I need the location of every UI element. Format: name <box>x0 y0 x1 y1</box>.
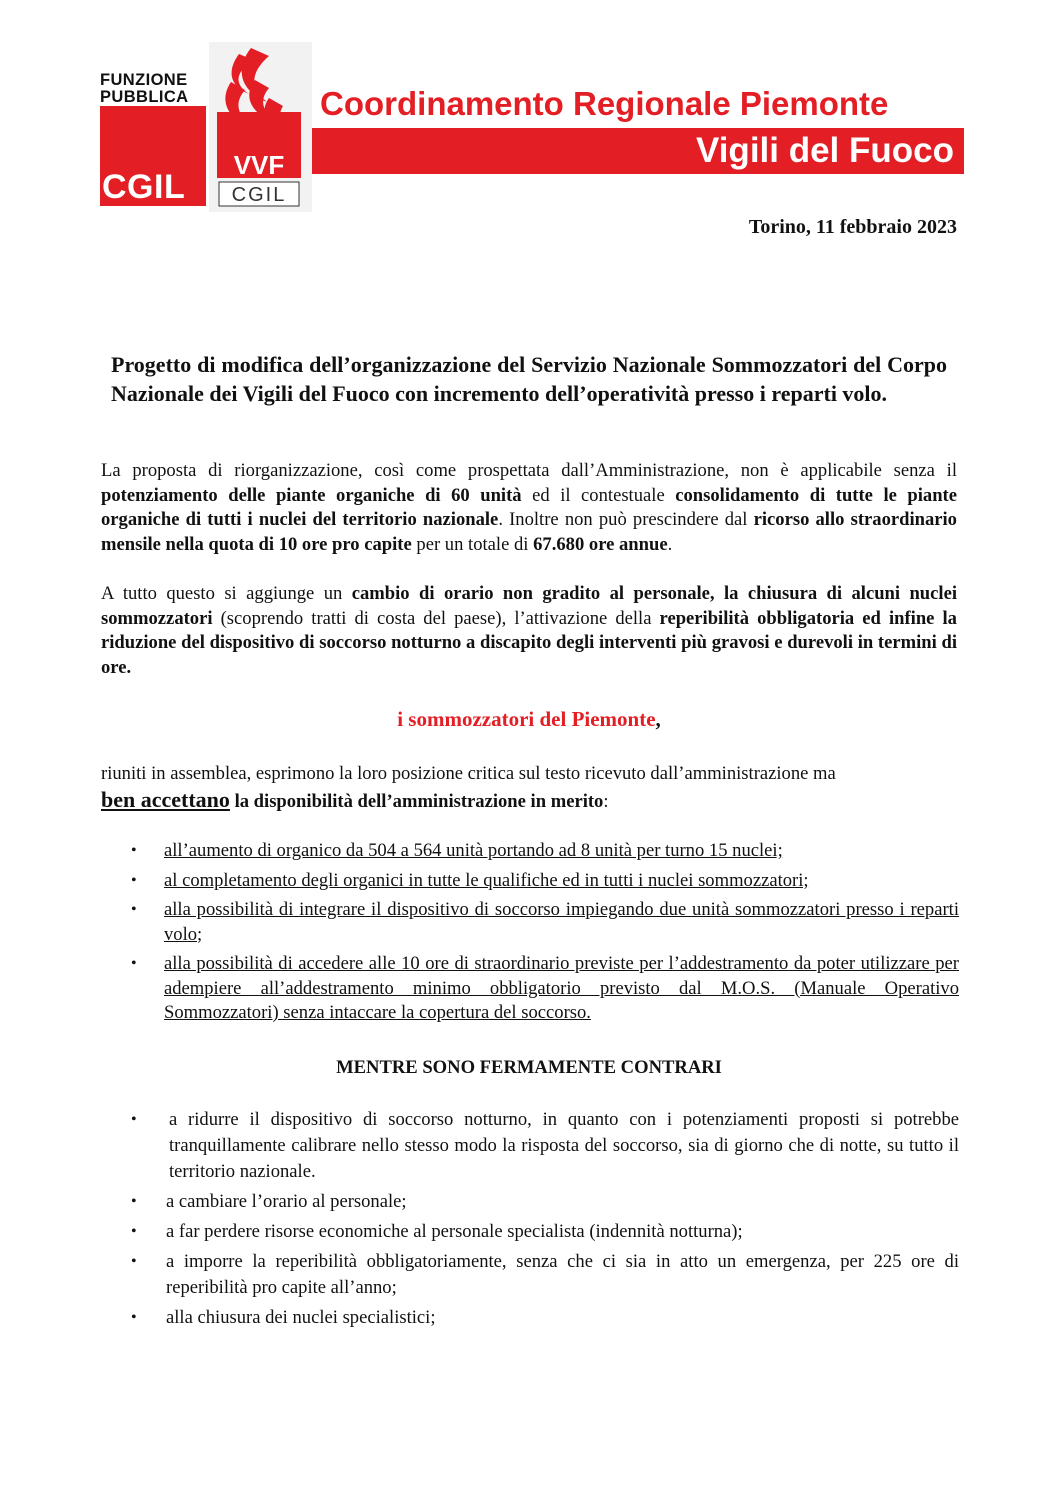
vvf-cgil-logo <box>209 42 312 212</box>
assembly-heading-text: i sommozzatori del Piemonte <box>397 707 656 731</box>
list-item <box>131 1107 959 1185</box>
acceptance-colon: : <box>603 791 609 812</box>
assembly-heading <box>0 707 1058 732</box>
bullet-icon: • <box>131 1223 137 1240</box>
bullet-icon: • <box>131 955 137 972</box>
bullet-icon: • <box>131 1111 137 1128</box>
vvf-cgil-text: CGIL <box>231 184 287 206</box>
banner-red-bar <box>312 128 964 174</box>
fp-line-2: PUBBLICA <box>100 88 189 106</box>
ben-accettano: ben accettano <box>101 787 230 812</box>
text-run: . Inoltre non può prescindere dal <box>498 509 754 530</box>
contrary-items-list <box>131 1107 959 1335</box>
acceptance-line <box>101 787 609 813</box>
list-item <box>131 869 959 894</box>
assembly-intro: riuniti in assemblea, esprimono la loro posizione critica sul testo ricevuto dall’amministrazione ma <box>101 763 836 784</box>
acceptance-rest: la disponibilità dell’amministrazione in merito <box>229 791 604 812</box>
fp-line-1: FUNZIONE <box>100 71 188 89</box>
list-item <box>131 1219 959 1245</box>
bold-run: potenziamento delle piante organiche di 60 unità <box>101 484 522 506</box>
list-item <box>131 1189 959 1215</box>
assembly-heading-comma: , <box>655 707 661 731</box>
bold-run: ricorso allo straordinario mensile nella quota di 10 ore pro capite <box>101 509 957 555</box>
funzione-pubblica-cgil-logo <box>100 72 206 206</box>
text-run: La proposta di riorganizzazione, così come prospettata dall’Amministrazione, non è applicabile senza il <box>101 460 957 481</box>
list-item-text: alla possibilità di integrare il dispositivo di soccorso impiegando due unità sommozzatori presso i reparti volo; <box>164 899 959 945</box>
list-item-text: a ridurre il dispositivo di soccorso notturno, in quanto con i potenziamenti proposti si potrebbe tranquillamente calibrare nello stesso modo la risposta del soccorso, sia di giorno che di notte, su tutto il territorio nazionale. <box>169 1109 959 1182</box>
list-item <box>131 898 959 947</box>
text-run: . <box>667 533 673 555</box>
list-item-text: a cambiare l’orario al personale; <box>166 1191 407 1212</box>
bold-run: consolidamento di tutte le piante organiche di tutti i nuclei del territorio nazionale <box>101 484 957 530</box>
bullet-icon: • <box>131 871 137 889</box>
list-item <box>131 839 959 864</box>
list-item-text: al completamento degli organici in tutte le qualifiche ed in tutti i nuclei sommozzatori; <box>164 869 809 891</box>
second-paragraph <box>101 582 957 680</box>
bullet-icon: • <box>131 842 137 859</box>
text-run: per un totale di <box>411 533 534 555</box>
bullet-icon: • <box>131 1253 137 1270</box>
text-run: (scoprendo tratti di costa del paese), l’attivazione della <box>212 607 660 629</box>
list-item <box>131 952 959 1026</box>
document-date: Torino, 11 febbraio 2023 <box>748 216 957 238</box>
list-item-text: all’aumento di organico da 504 a 564 unità portando ad 8 unità per turno 15 nuclei; <box>164 840 783 861</box>
list-item <box>131 1249 959 1301</box>
list-item-text: alla chiusura dei nuclei specialistici; <box>166 1307 436 1328</box>
list-item-text: a imporre la reperibilità obbligatoriamente, senza che ci sia in atto un emergenza, per 225 ore di reperibilità pro capite all’anno; <box>166 1251 959 1298</box>
document-title: Progetto di modifica dell’organizzazione del Servizio Nazionale Sommozzatori del Corpo Nazionale dei Vigili del Fuoco con incremento dell’operatività presso i reparti volo. <box>111 352 947 406</box>
bold-run: reperibilità obbligatoria ed infine la riduzione del dispositivo di soccorso notturno a discapito degli interventi più gravosi e durevoli in termini di ore. <box>101 607 957 678</box>
intro-paragraph <box>101 459 957 557</box>
bold-run: 67.680 ore annue <box>533 533 668 555</box>
cgil-red-block <box>100 106 206 206</box>
cgil-logo-text: CGIL <box>102 168 186 206</box>
bullet-icon: • <box>131 901 137 918</box>
list-item <box>131 1305 959 1331</box>
banner-vigili-del-fuoco: Vigili del Fuoco <box>696 131 954 170</box>
text-run: A tutto questo si aggiunge un <box>101 583 352 604</box>
vvf-flame-icon <box>209 42 312 212</box>
list-item-text: alla possibilità di accedere alle 10 ore di straordinario previste per l’addestramento da poter utilizzare per adempiere all’addestramento minimo obbligatorio previsto dal M.O.S. (Manuale Operativo Sommozzatori) senza intaccare la copertura del soccorso. <box>164 953 959 1023</box>
bullet-icon: • <box>131 1309 137 1326</box>
bullet-icon: • <box>131 1193 137 1210</box>
text-run: ed il contestuale <box>521 484 676 506</box>
list-item-text: a far perdere risorse economiche al personale specialista (indennità notturna); <box>166 1221 743 1242</box>
contrary-heading: MENTRE SONO FERMAMENTE CONTRARI <box>336 1057 722 1078</box>
header-banner <box>312 84 964 174</box>
banner-coordinamento: Coordinamento Regionale Piemonte <box>320 85 889 122</box>
bold-run: cambio di orario non gradito al personale, la chiusura di alcuni nuclei sommozzatori <box>101 583 957 629</box>
accepted-items-list <box>131 839 959 1031</box>
vvf-text: VVF <box>233 150 285 180</box>
